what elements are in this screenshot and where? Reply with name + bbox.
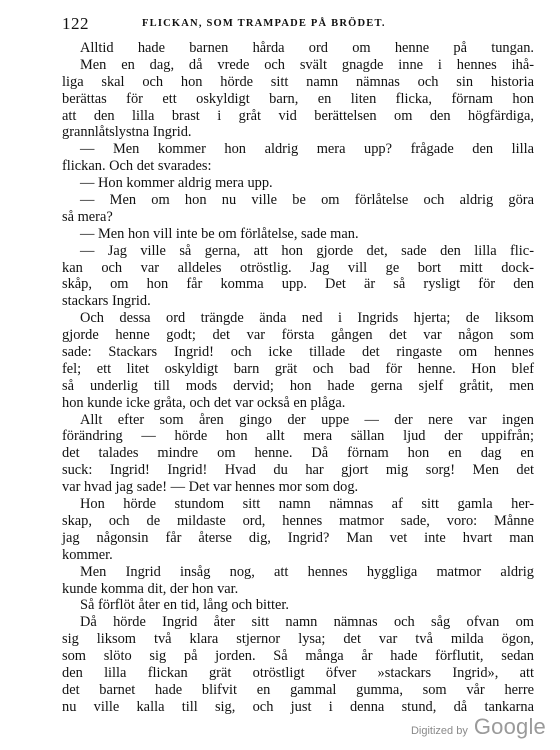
- text-line: — Hon kommer aldrig mera upp.: [80, 175, 273, 192]
- text-line: stackars Ingrid.: [62, 293, 151, 310]
- digitized-by-google-watermark: [411, 714, 546, 740]
- watermark-label: Digitized by: [410, 725, 468, 737]
- text-line: sade: Stackars Ingrid! och icke tillade det ringaste om hennes: [62, 344, 534, 361]
- text-line: kunde komma dit, der hon var.: [62, 580, 239, 597]
- text-line: Men Ingrid insåg nog, att hennes hyggliga matmor aldrig: [80, 563, 534, 580]
- text-line: Allt efter som åren gingo der uppe — der nere var ingen: [80, 411, 534, 428]
- text-line: sig liksom två klara stjernor lysa; det var två milda ögon,: [62, 631, 534, 648]
- text-line: flickan. Och det svarades:: [62, 158, 212, 175]
- text-line: Men en dag, då vrede och svält gnagde inne i hennes ihå-: [80, 56, 534, 73]
- text-line: skap, och de mildaste ord, hennes matmor sade, voro: Månne: [62, 512, 534, 529]
- text-line: kommer.: [62, 546, 113, 563]
- text-line: — Jag ville så gerna, att hon gjorde det, sade den lilla flic-: [80, 242, 534, 259]
- text-line: suck: Ingrid! Ingrid! Hvad du har gjort mig sorg! Men det: [62, 462, 534, 479]
- text-line: var hvad jag sade! — Det var hennes mor som dog.: [62, 479, 359, 496]
- text-line: att den lilla brast i gråt vid berättelsen om den högfärdiga,: [62, 107, 534, 124]
- text-line: så underlig till mods dervid; hon hade gerna sjelf gråtit, men: [62, 377, 534, 394]
- text-line: — Men om hon nu ville be om förlåtelse och aldrig göra: [80, 192, 534, 209]
- body-text: [62, 40, 534, 716]
- text-line: nu ville kalla till sig, och just i denna stund, då tankarna: [62, 698, 534, 715]
- text-line: Hon hörde stundom sitt namn nämnas af sitt gamla her-: [80, 496, 534, 513]
- text-line: det barnet hade blifvit en gammal gumma, som vår herre: [62, 681, 534, 698]
- text-line: — Men hon vill inte be om förlåtelse, sade man.: [80, 225, 359, 242]
- text-line: det talades mindre om henne. Då förnam hon en dag en: [62, 445, 534, 462]
- text-line: skåp, om hon får komma upp. Det är så rysligt för den: [62, 276, 534, 293]
- google-logo: Google: [473, 714, 546, 739]
- text-line: — Men kommer hon aldrig mera upp? frågade den lilla: [80, 141, 534, 158]
- running-title: FLICKAN, SOM TRAMPADE PÅ BRÖDET.: [142, 18, 386, 29]
- page-number: 122: [62, 14, 89, 33]
- text-line: Alltid hade barnen hårda ord om henne på tungan.: [80, 40, 534, 56]
- text-line: fel; ett litet oskyldigt barn grät och bad för henne. Hon blef: [62, 360, 534, 377]
- text-line: Då hörde Ingrid åter sitt namn nämnas och såg ofvan om: [80, 614, 534, 631]
- text-line: berättas för ett oskyldigt barn, en liten flicka, förnam hon: [62, 90, 534, 107]
- text-line: så mera?: [62, 208, 113, 225]
- running-head: [62, 10, 532, 32]
- text-line: jag någonsin får återse dig, Ingrid? Man vet inte hvart man: [62, 529, 534, 546]
- text-line: gjorde henne godt; det var första gången det var någon som: [62, 327, 534, 344]
- text-line: Och dessa ord trängde ända ned i Ingrids hjerta; de liksom: [80, 310, 534, 327]
- text-line: kan och var alldeles otröstlig. Jag vill ge bort mitt dock-: [62, 259, 534, 276]
- text-line: den lilla flickan grät otröstligt öfver »stackars Ingrid», att: [62, 664, 534, 681]
- text-line: liga skal och hon hörde sitt namn nämnas och sin historia: [62, 73, 534, 90]
- text-line: hon kunde icke gråta, och det var också en plåga.: [62, 394, 346, 411]
- text-line: grannlåtslystna Ingrid.: [62, 124, 192, 141]
- text-line: förändring — hörde hon allt mera sällan ljud der uppifrån;: [62, 428, 534, 445]
- text-line: Så förflöt åter en tid, lång och bitter.: [80, 597, 290, 614]
- text-line: som slöto sig på jorden. Så många år hade förflutit, sedan: [62, 648, 534, 665]
